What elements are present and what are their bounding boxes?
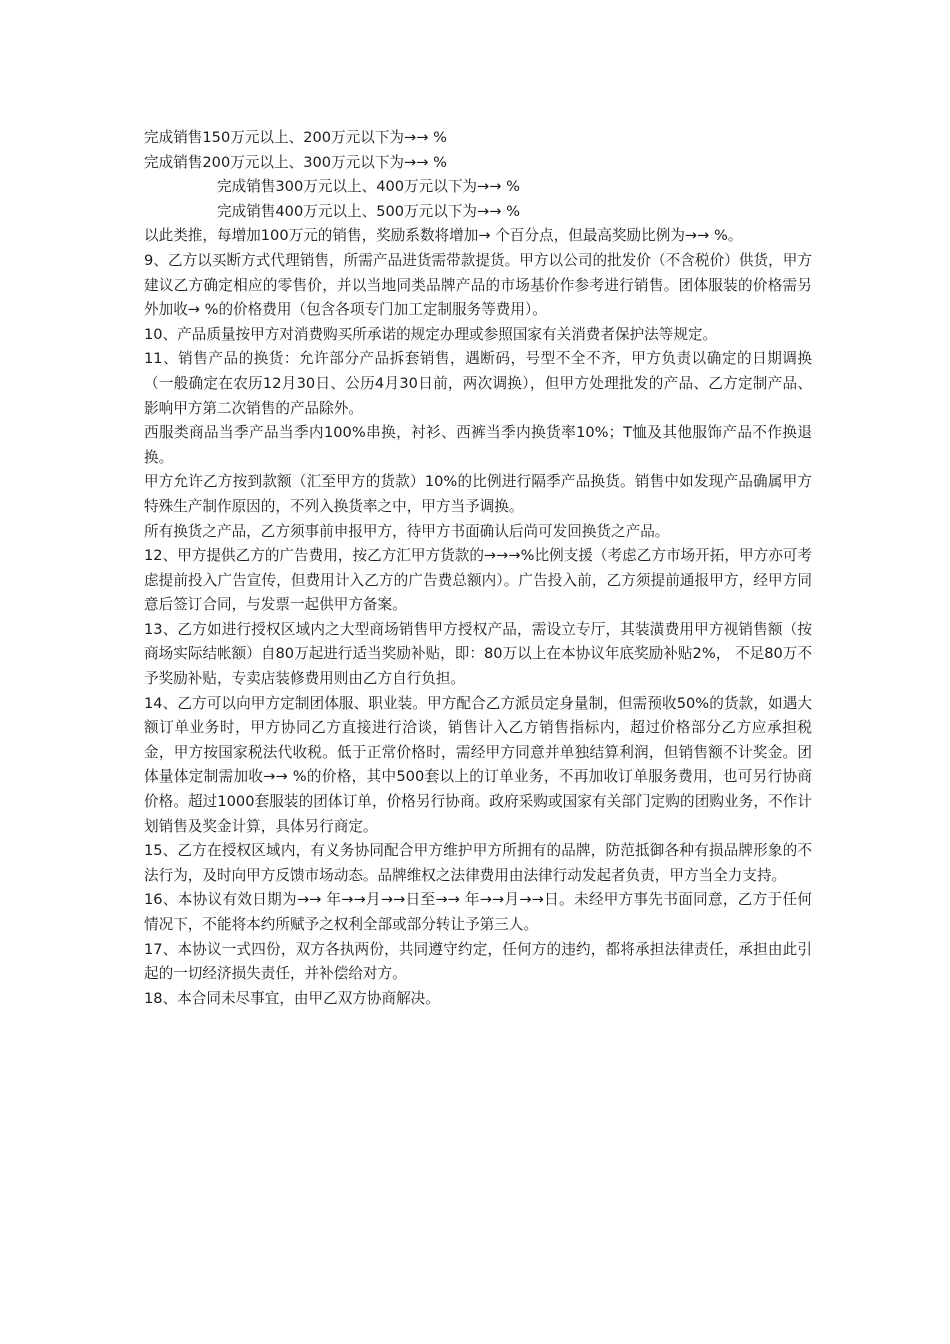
clause-17: 17、本协议一式四份，双方各执两份，共同遵守约定，任何方的违约，都将承担法律责任，承担由此引起的一切经济损失责任，并补偿给对方。: [144, 940, 812, 983]
clause-14: 14、乙方可以向甲方定制团体服、职业装。甲方配合乙方派员定身量制，但需预收50%的货款，如遇大额订单业务时，甲方协同乙方直接进行洽谈，销售计入乙方销售指标内，超过价格部分乙方应承担税金，甲方按国家税法代收税。低于正常价格时，需经甲方同意并单独结算利润，但销售额不计奖金。团体量体定制需加收→→ %的价格，其中500套以上的订单业务，不再加收订单服务费用，也可另行协商价格。超过1000套服装的团体订单，价格另行协商。政府采购或国家有关部门定购的团购业务，不作计划销售及奖金计算，具体另行商定。: [144, 694, 812, 835]
clause-11: 11、销售产品的换货：允许部分产品拆套销售，遇断码，号型不全不齐，甲方负责以确定的日期调换（一般确定在农历12月30日、公历4月30日前，两次调换），但甲方处理批发的产品、乙方定制产品、影响甲方第二次销售的产品除外。: [144, 350, 812, 417]
clause-11-suits: 西服类商品当季产品当季内100%串换，衬衫、西裤当季内换货率10%；T恤及其他服饰产品不作换退换。: [144, 424, 812, 466]
document-body: [144, 126, 812, 1011]
clause-10: 10、产品质量按甲方对消费购买所承诺的规定办理或参照国家有关消费者保护法等规定。: [144, 325, 718, 343]
clause-11-season: 甲方允许乙方按到款额（汇至甲方的货款）10%的比例进行隔季产品换货。销售中如发现产品确属甲方特殊生产制作原因的，不列入换货率之中，甲方当予调换。: [144, 473, 812, 515]
clause-12: 12、甲方提供乙方的广告费用，按乙方汇甲方货款的→→→%比例支援（考虑乙方市场开拓，甲方亦可考虑提前投入广告宣传，但费用计入乙方的广告费总额内）。广告投入前，乙方须提前通报甲方，经甲方同意后签订合同，与发票一起供甲方备案。: [144, 547, 812, 614]
paragraph-increment-rule: 以此类推，每增加100万元的销售，奖励系数将增加→ 个百分点，但最高奖励比例为→→ %。: [144, 227, 743, 245]
clause-18: 18、本合同未尽事宜，由甲乙双方协商解决。: [144, 989, 440, 1007]
clause-16: 16、本协议有效日期为→→ 年→→月→→日至→→ 年→→月→→日。未经甲方事先书面同意，乙方于任何情况下，不能将本约所赋予之权利全部或部分转让予第三人。: [144, 891, 812, 933]
sales-tier-2: 完成销售200万元以上、300万元以下为→→ %: [144, 153, 447, 171]
clause-15: 15、乙方在授权区域内，有义务协同配合甲方维护甲方所拥有的品牌，防范抵御各种有损品牌形象的不法行为，及时向甲方反馈市场动态。品牌维权之法律费用由法律行动发起者负责，甲方当全力支持。: [144, 842, 812, 884]
clause-9: 9、乙方以买断方式代理销售，所需产品进货需带款提货。甲方以公司的批发价（不含税价）供货，甲方建议乙方确定相应的零售价，并以当地同类品牌产品的市场基价作参考进行销售。团体服装的价格需另外加收→ %的价格费用（包含各项专门加工定制服务等费用）。: [144, 251, 812, 319]
clause-13: 13、乙方如进行授权区域内之大型商场销售甲方授权产品，需设立专厅，其装潢费用甲方视销售额（按商场实际结帐额）自80万起进行适当奖励补贴，即：80万以上在本协议年底奖励补贴2%， 不足80万不予奖励补贴，专卖店装修费用则由乙方自行负担。: [144, 620, 812, 688]
sales-tier-3: 完成销售300万元以上、400万元以下为→→ %: [217, 178, 520, 196]
sales-tier-1: 完成销售150万元以上、200万元以下为→→ %: [144, 129, 447, 146]
sales-tier-4: 完成销售400万元以上、500万元以下为→→ %: [217, 202, 520, 220]
clause-11-approval: 所有换货之产品，乙方须事前申报甲方，待甲方书面确认后尚可发回换货之产品。: [144, 522, 670, 540]
